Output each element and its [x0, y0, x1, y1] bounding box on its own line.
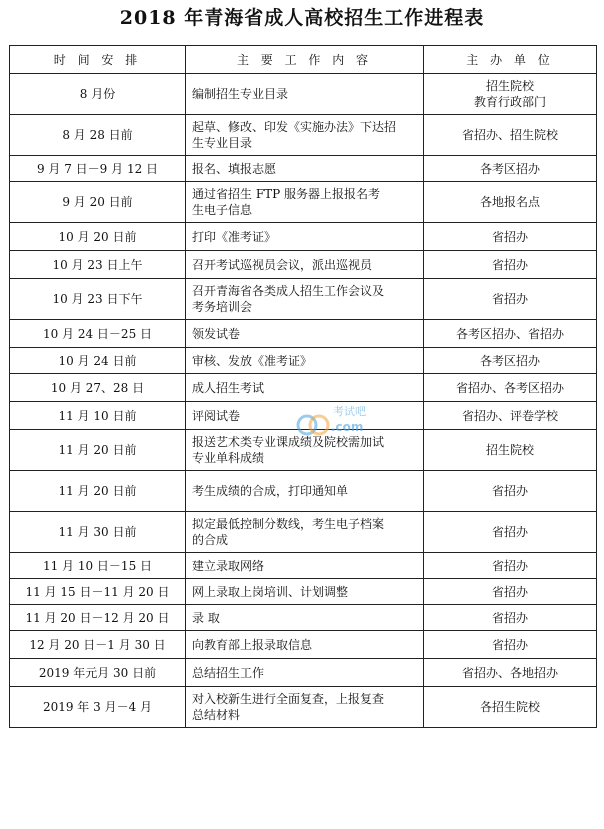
task-cell-line: 建立录取网络 — [192, 558, 265, 573]
time-cell: 10 月 24 日－25 日 — [10, 320, 186, 348]
table-row — [10, 631, 597, 659]
task-cell-line: 编制招生专业目录 — [192, 87, 289, 101]
task-cell — [186, 348, 424, 374]
task-cell-line: 报送艺术类专业课成绩及院校需加试 — [192, 435, 385, 449]
task-cell-line: 网上录取上岗培训、计划调整 — [192, 584, 349, 599]
unit-cell — [424, 512, 597, 553]
unit-cell — [424, 279, 597, 320]
time-cell: 10 月 23 日上午 — [10, 251, 186, 279]
task-cell-line: 报名、填报志愿 — [192, 161, 277, 176]
table-header-row — [10, 46, 597, 74]
task-cell-line: 通过省招生 FTP 服务器上报报名考 — [192, 187, 381, 201]
unit-cell — [424, 74, 597, 115]
unit-cell — [424, 430, 597, 471]
task-cell — [186, 279, 424, 320]
task-cell — [186, 512, 424, 553]
table-row — [10, 402, 597, 430]
time-cell: 9 月 20 日前 — [10, 182, 186, 223]
table-row — [10, 115, 597, 156]
unit-cell-line: 省招办、各考区招办 — [455, 380, 564, 395]
task-cell-line: 生专业目录 — [192, 136, 253, 150]
unit-cell — [424, 553, 597, 579]
unit-cell-line: 省招办 — [491, 637, 528, 652]
task-cell-line: 拟定最低控制分数线，考生电子档案 — [192, 517, 385, 531]
task-cell-line: 打印《准考证》 — [192, 229, 277, 244]
task-cell — [186, 182, 424, 223]
unit-cell-line: 省招办、评卷学校 — [461, 408, 558, 423]
task-cell — [186, 687, 424, 728]
time-cell: 10 月 20 日前 — [10, 223, 186, 251]
unit-cell — [424, 251, 597, 279]
task-cell — [186, 631, 424, 659]
unit-cell-line: 省招办、招生院校 — [461, 128, 558, 142]
task-cell-line: 考生成绩的合成，打印通知单 — [192, 484, 349, 498]
unit-cell-line: 省招办 — [491, 584, 528, 599]
table-row — [10, 223, 597, 251]
table-row — [10, 374, 597, 402]
table-row — [10, 251, 597, 279]
time-cell: 11 月 20 日前 — [10, 430, 186, 471]
unit-cell-line: 省招办 — [491, 484, 528, 498]
table-row — [10, 430, 597, 471]
schedule-table — [9, 45, 597, 728]
time-cell: 2019 年 3 月－4 月 — [10, 687, 186, 728]
task-cell-line: 考务培训会 — [192, 300, 253, 314]
task-cell-line: 总结招生工作 — [192, 665, 265, 680]
unit-cell-line: 各考区招办、省招办 — [455, 326, 564, 341]
time-cell: 11 月 10 日－15 日 — [10, 553, 186, 579]
unit-cell — [424, 687, 597, 728]
time-cell: 11 月 30 日前 — [10, 512, 186, 553]
table-row — [10, 279, 597, 320]
task-cell-line: 起草、修改、印发《实施办法》下达招 — [192, 120, 397, 134]
unit-cell-line: 各考区招办 — [479, 161, 540, 176]
time-cell: 11 月 20 日前 — [10, 471, 186, 512]
unit-cell — [424, 605, 597, 631]
task-cell-line: 对入校新生进行全面复查，上报复查 — [192, 692, 385, 706]
task-cell-line: 召开青海省各类成人招生工作会议及 — [192, 284, 385, 298]
task-cell — [186, 471, 424, 512]
task-cell-line: 评阅试卷 — [192, 408, 241, 423]
time-cell: 12 月 20 日－1 月 30 日 — [10, 631, 186, 659]
table-row — [10, 659, 597, 687]
task-cell — [186, 374, 424, 402]
task-cell — [186, 402, 424, 430]
watermark-text: 考试吧 — [333, 405, 366, 418]
time-cell: 10 月 24 日前 — [10, 348, 186, 374]
task-cell-line: 生电子信息 — [192, 203, 253, 217]
unit-cell-line: 各地报名点 — [479, 195, 540, 209]
table-row — [10, 687, 597, 728]
task-cell — [186, 115, 424, 156]
table-row — [10, 553, 597, 579]
table-row — [10, 512, 597, 553]
unit-cell — [424, 320, 597, 348]
unit-cell-line: 省招办 — [491, 292, 528, 306]
table-row — [10, 320, 597, 348]
unit-cell — [424, 348, 597, 374]
unit-cell-line: 省招办 — [491, 229, 528, 244]
time-cell: 11 月 20 日－12 月 20 日 — [10, 605, 186, 631]
task-cell — [186, 223, 424, 251]
unit-cell-line: 各招生院校 — [479, 700, 540, 714]
time-cell: 10 月 23 日下午 — [10, 279, 186, 320]
unit-cell-line: 省招办、各地招办 — [461, 665, 558, 680]
time-cell: 11 月 10 日前 — [10, 402, 186, 430]
task-cell — [186, 579, 424, 605]
unit-cell — [424, 115, 597, 156]
task-cell-line: 向教育部上报录取信息 — [192, 637, 313, 652]
task-cell-line: 的合成 — [192, 533, 229, 547]
time-cell: 10 月 27、28 日 — [10, 374, 186, 402]
time-cell: 11 月 15 日－11 月 20 日 — [10, 579, 186, 605]
task-cell-line: 领发试卷 — [192, 326, 241, 341]
unit-cell — [424, 579, 597, 605]
task-cell-line: 召开考试巡视员会议，派出巡视员 — [192, 257, 373, 272]
task-cell — [186, 74, 424, 115]
task-cell-line: 录 取 — [192, 610, 220, 625]
unit-cell-line: 招生院校 — [485, 79, 534, 93]
table-row — [10, 182, 597, 223]
time-cell: 2019 年元月 30 日前 — [10, 659, 186, 687]
table-row — [10, 74, 597, 115]
header-task: 主 要 工 作 内 容 — [186, 46, 424, 74]
unit-cell-line: 省招办 — [491, 257, 528, 272]
task-cell — [186, 605, 424, 631]
unit-cell-line: 教育行政部门 — [473, 95, 546, 109]
unit-cell-line: 省招办 — [491, 525, 528, 539]
unit-cell-line: 省招办 — [491, 558, 528, 573]
time-cell: 8 月份 — [10, 74, 186, 115]
unit-cell — [424, 182, 597, 223]
table-row — [10, 348, 597, 374]
page-title: 2018 年青海省成人高校招生工作进程表 — [119, 7, 485, 29]
time-cell: 9 月 7 日－9 月 12 日 — [10, 156, 186, 182]
unit-cell-line: 省招办 — [491, 610, 528, 625]
unit-cell — [424, 471, 597, 512]
task-cell-line: 专业单科成绩 — [192, 451, 265, 465]
task-cell — [186, 430, 424, 471]
table-row — [10, 605, 597, 631]
table-row — [10, 156, 597, 182]
unit-cell-line: 各考区招办 — [479, 353, 540, 368]
unit-cell-line: 招生院校 — [485, 443, 534, 457]
task-cell — [186, 659, 424, 687]
task-cell-line: 审核、发放《准考证》 — [192, 353, 313, 368]
header-time: 时 间 安 排 — [10, 46, 186, 74]
task-cell — [186, 320, 424, 348]
watermark-subtext: .com — [331, 420, 364, 434]
unit-cell — [424, 659, 597, 687]
time-cell: 8 月 28 日前 — [10, 115, 186, 156]
unit-cell — [424, 631, 597, 659]
task-cell-line: 成人招生考试 — [192, 380, 265, 395]
task-cell — [186, 553, 424, 579]
task-cell-line: 总结材料 — [192, 708, 241, 722]
unit-cell — [424, 402, 597, 430]
unit-cell — [424, 223, 597, 251]
table-row — [10, 471, 597, 512]
task-cell — [186, 156, 424, 182]
unit-cell — [424, 374, 597, 402]
table-row — [10, 579, 597, 605]
unit-cell — [424, 156, 597, 182]
header-unit: 主 办 单 位 — [424, 46, 597, 74]
task-cell — [186, 251, 424, 279]
